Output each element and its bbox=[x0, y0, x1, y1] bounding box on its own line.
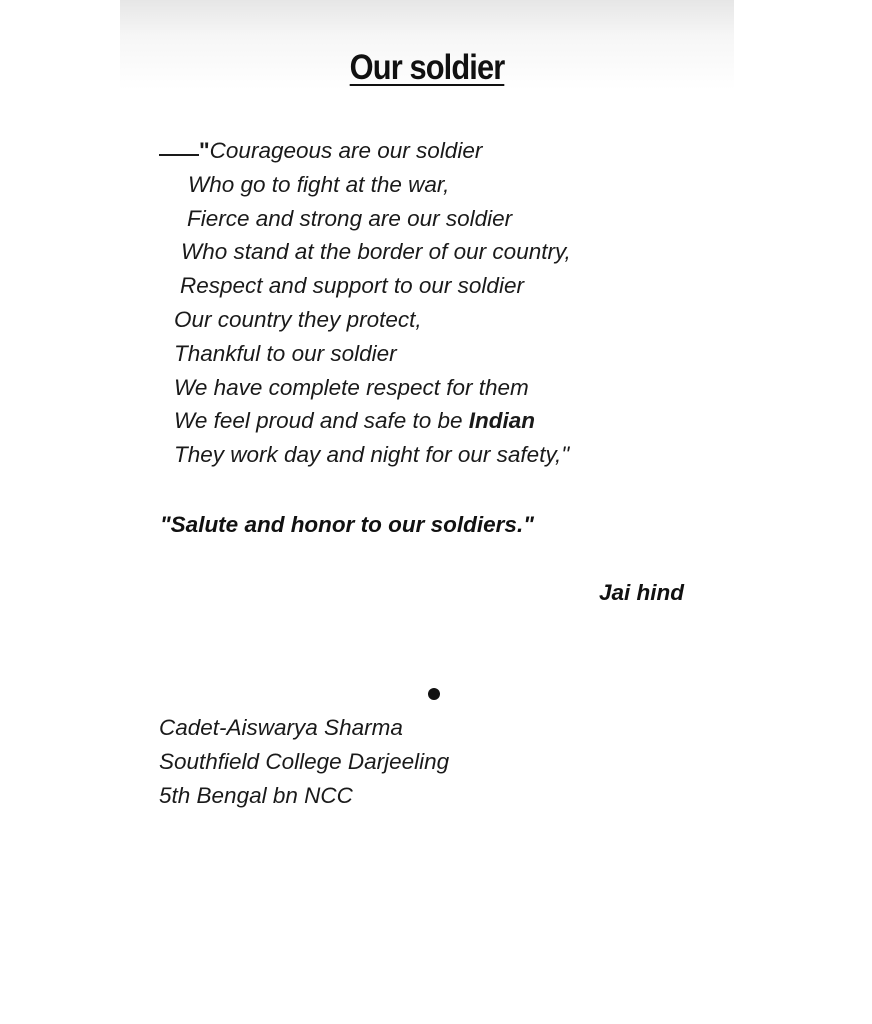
poem-line-5: Respect and support to our soldier bbox=[180, 273, 524, 298]
bold-word-indian: Indian bbox=[468, 408, 536, 433]
poem-line-text: We feel proud and safe to be bbox=[174, 408, 469, 433]
poem-line-2: Who go to fight at the war, bbox=[188, 172, 450, 197]
signature-school: Southfield College Darjeeling bbox=[159, 749, 450, 774]
bullet-dot bbox=[428, 688, 440, 700]
poem-line-9 bbox=[174, 408, 535, 434]
poem-line-6: Our country they protect, bbox=[174, 307, 422, 332]
blank-underline bbox=[159, 154, 199, 156]
poem-line-7: Thankful to our soldier bbox=[174, 341, 397, 366]
poem-line-4: Who stand at the border of our country, bbox=[181, 239, 571, 264]
poem-line-10: They work day and night for our safety," bbox=[174, 442, 570, 467]
poem-line-3: Fierce and strong are our soldier bbox=[187, 206, 513, 231]
salute-line: "Salute and honor to our soldiers." bbox=[160, 512, 534, 537]
poem-title bbox=[157, 48, 697, 88]
poem-line-8: We have complete respect for them bbox=[174, 375, 529, 400]
closing-jai-hind: Jai hind bbox=[599, 580, 685, 605]
signature-name: Cadet-Aiswarya Sharma bbox=[159, 715, 403, 740]
poem-title-text: Our soldier bbox=[349, 48, 505, 87]
poem-line-1 bbox=[159, 138, 482, 164]
signature-unit: 5th Bengal bn NCC bbox=[159, 783, 353, 808]
opening-quote: " bbox=[199, 138, 210, 163]
poem-line-text: Courageous are our soldier bbox=[209, 138, 483, 163]
